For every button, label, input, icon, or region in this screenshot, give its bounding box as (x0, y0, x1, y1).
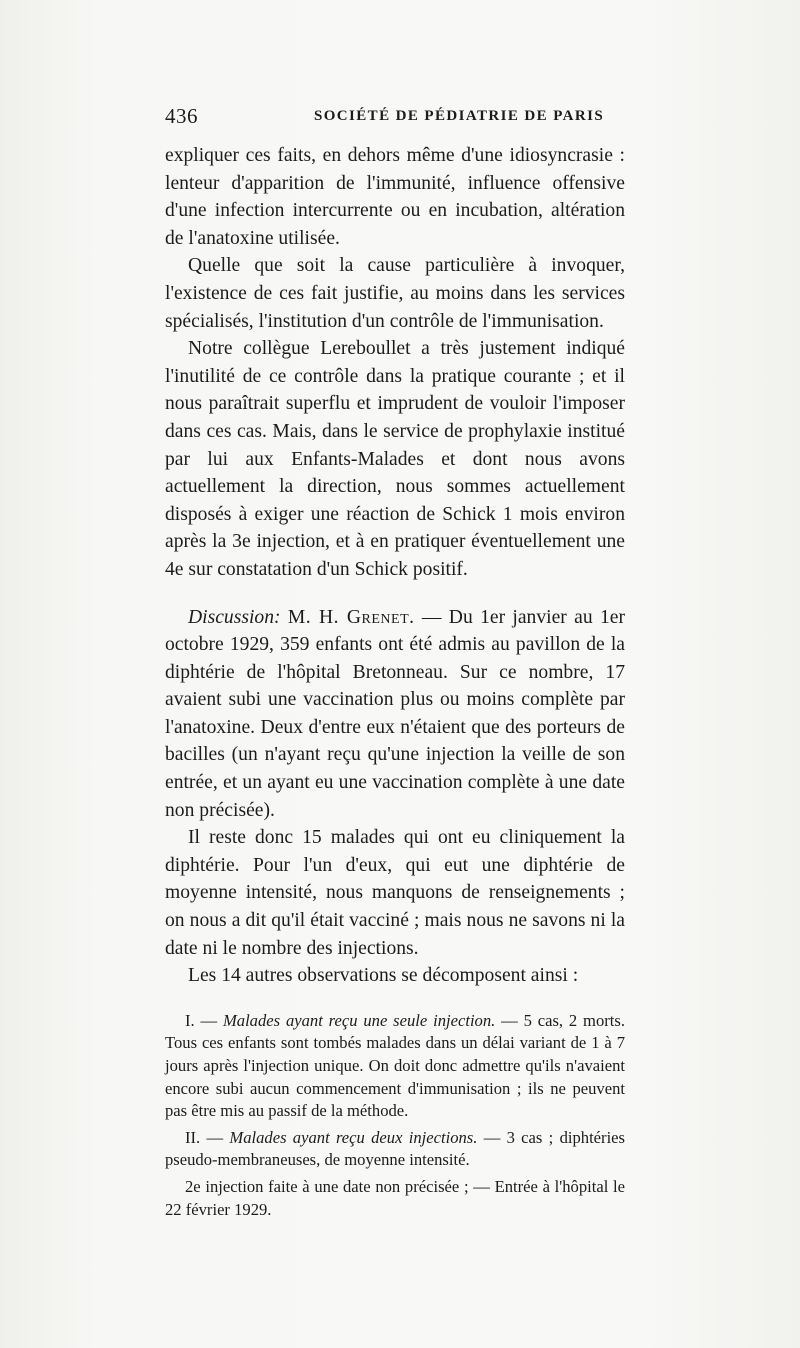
observation-text: — 3 cas ; diphtéries pseudo-membraneuses, de moyenne intensité. (165, 1127, 625, 1170)
observation-text: 2e injection faite à une date non précisée ; — Entrée à l'hôpital le 22 février 1929. (165, 1176, 625, 1219)
discussion-text: — Du 1er janvier au 1er octobre 1929, 359 enfants ont été admis au pavillon de la diphtérie de l'hôpital Bretonneau. Sur ce nombre, 17 avaient subi une vaccination plus ou moins complète par l'anatoxine. Deux d'entre eux n'étaient que des porteurs de bacilles (un n'ayant reçu qu'une injection la veille de son entrée, et un ayant eu une vaccination complète à une date non précisée). (165, 606, 625, 821)
observation-item (165, 1010, 625, 1123)
observation-prefix: I. — (185, 1010, 223, 1030)
paragraph: Quelle que soit la cause particulière à invoquer, l'existence de ces fait justifie, au moins dans les services spécialisés, l'institution d'un contrôle de l'immunisation. (165, 255, 625, 332)
observation-text: — 5 cas, 2 morts. Tous ces enfants sont tombés malades dans un délai variant de 1 à 7 jours après l'injection unique. On doit donc admettre qu'ils n'avaient encore subi aucun commencement d'immunisation ; ils ne peuvent pas être mis au passif de la méthode. (165, 1010, 625, 1121)
discussion-label: Discussion: (188, 606, 281, 628)
paragraph: Notre collègue Lereboullet a très justement indiqué l'inutilité de ce contrôle dans la pratique courante ; et il nous paraîtrait superflu et imprudent de vouloir l'imposer dans ces cas. Mais, dans le service de prophylaxie institué par lui aux Enfants-Malades et dont nous avons actuellement la direction, nous sommes actuellement disposés à exiger une réaction de Schick 1 mois environ après la 3e injection, et à en pratiquer éventuellement une 4e sur constatation d'un Schick positif. (165, 338, 625, 580)
page-number: 436 (165, 104, 198, 128)
observation-item (165, 1127, 625, 1172)
observation-prefix: II. — (185, 1127, 230, 1147)
observation-item (165, 1176, 625, 1221)
page-header (165, 104, 630, 134)
body-text (165, 142, 625, 1221)
paragraph: expliquer ces faits, en dehors même d'une idiosyncrasie : lenteur d'apparition de l'immunité, influence offensive d'une infection intercurrente ou en incubation, altération de l'anatoxine utilisée. (165, 145, 625, 249)
paragraph: Il reste donc 15 malades qui ont eu cliniquement la diphtérie. Pour l'un d'eux, qui eut une diphtérie de moyenne intensité, nous manquons de renseignements ; on nous a dit qu'il était vacciné ; mais nous ne savons ni la date ni le nombre des injections. (165, 827, 625, 959)
observation-title: Malades ayant reçu une seule injection. (222, 1010, 496, 1030)
running-head: SOCIÉTÉ DE PÉDIATRIE DE PARIS (314, 108, 605, 124)
paragraph: Les 14 autres observations se décomposent ainsi : (188, 965, 579, 987)
observation-title: Malades ayant reçu deux injections. (229, 1127, 478, 1147)
discussion-speaker: M. H. Grenet. (287, 606, 415, 628)
discussion-paragraph (165, 604, 625, 825)
observations-list (165, 1010, 625, 1221)
